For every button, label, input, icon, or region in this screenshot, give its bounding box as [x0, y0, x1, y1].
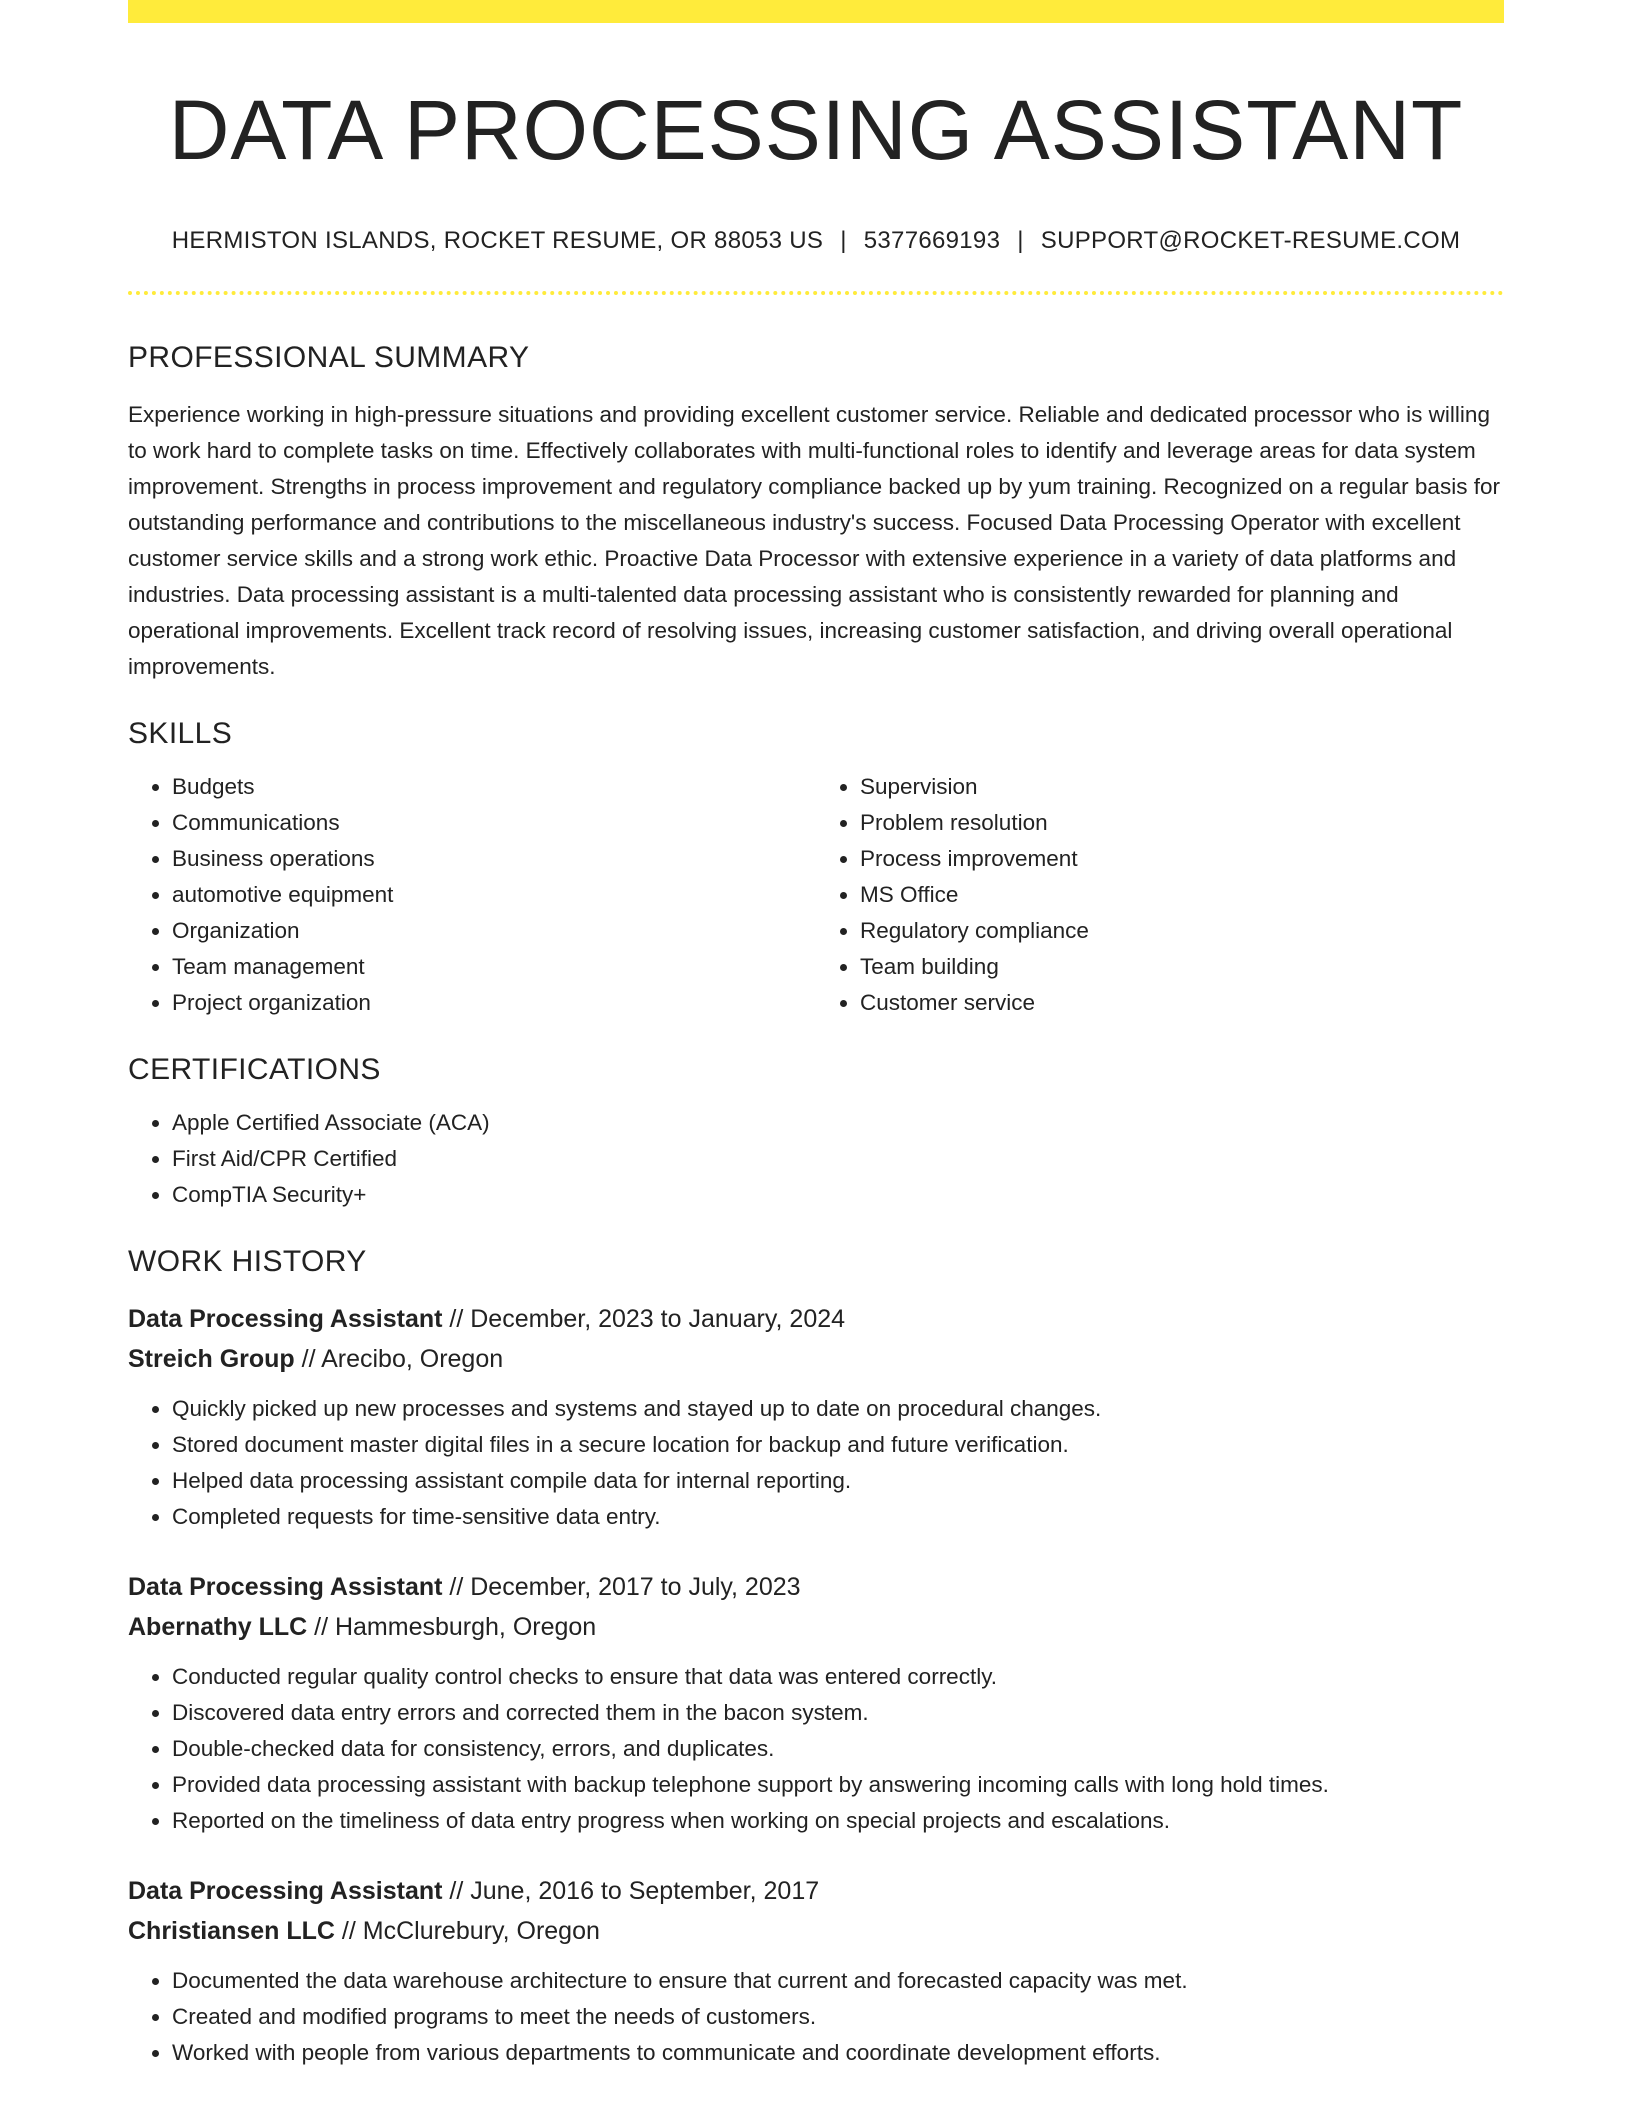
job-bullet: • Quickly picked up new processes and systems and stayed up to date on procedural changes. [172, 1391, 1504, 1427]
job-bullets [128, 1391, 1504, 1535]
dotted-divider [128, 291, 1504, 295]
resume-name-title: DATA PROCESSING ASSISTANT [168, 83, 1464, 177]
job-role: Data Processing Assistant [128, 1572, 443, 1601]
contact-address: HERMISTON ISLANDS, ROCKET RESUME, OR 88053 US [171, 226, 824, 254]
top-accent-bar [128, 0, 1504, 23]
summary-text: Experience working in high-pressure situations and providing excellent customer service. Reliable and dedicated processor who is willing to work hard to complete tasks on time. Effectively collaborates with multi-functional roles to identify and leverage areas for data system improvement. Strengths in process improvement and regulatory compliance backed up by yum training. Recognized on a regular basis for outstanding performance and contributions to the miscellaneous industry's success. Focused Data Processing Operator with excellent customer service skills and a strong work ethic. Proactive Data Processor with extensive experience in a variety of data platforms and industries. Data processing assistant is a multi-talented data processing assistant who is consistently rewarded for planning and operational improvements. Excellent track record of resolving issues, increasing customer satisfaction, and driving overall operational improvements. [128, 401, 1500, 679]
job-company: Abernathy LLC [128, 1612, 308, 1641]
job-company: Streich Group [128, 1344, 295, 1373]
job-dates: // December, 2023 to January, 2024 [442, 1304, 846, 1333]
skill-item: • Process improvement [860, 841, 1504, 877]
skill-item: • Customer service [860, 985, 1504, 1021]
skill-item: • Organization [172, 913, 816, 949]
job-location: // Hammesburgh, Oregon [307, 1612, 597, 1641]
job-entry [128, 1299, 1504, 1535]
job-company-line [128, 1339, 1504, 1379]
job-bullet: • Reported on the timeliness of data entry progress when working on special projects and escalations. [172, 1803, 1504, 1839]
job-bullet: • Discovered data entry errors and corrected them in the bacon system. [172, 1695, 1504, 1731]
job-bullet: • Conducted regular quality control checks to ensure that data was entered correctly. [172, 1659, 1504, 1695]
work-history-heading: WORK HISTORY [128, 1244, 367, 1278]
certification-item: • Apple Certified Associate (ACA) [172, 1105, 1504, 1141]
job-dates: // December, 2017 to July, 2023 [442, 1572, 801, 1601]
job-company-line [128, 1607, 1504, 1647]
job-bullet: • Double-checked data for consistency, errors, and duplicates. [172, 1731, 1504, 1767]
job-company: Christiansen LLC [128, 1916, 335, 1945]
job-company-line [128, 1911, 1504, 1951]
contact-separator: | [1017, 226, 1024, 254]
skill-item: • MS Office [860, 877, 1504, 913]
job-entry [128, 1871, 1504, 2071]
skill-item: • Budgets [172, 769, 816, 805]
job-bullet: • Worked with people from various departments to communicate and coordinate development efforts. [172, 2035, 1504, 2071]
job-bullets [128, 1659, 1504, 1839]
job-bullets [128, 1963, 1504, 2071]
skill-item: • Business operations [172, 841, 816, 877]
certifications-heading: CERTIFICATIONS [128, 1052, 381, 1086]
skill-item: • Team management [172, 949, 816, 985]
contact-email: SUPPORT@ROCKET-RESUME.COM [1040, 226, 1461, 254]
contact-phone: 5377669193 [863, 226, 1001, 254]
certification-item: • First Aid/CPR Certified [172, 1141, 1504, 1177]
skill-item: • Problem resolution [860, 805, 1504, 841]
job-title-line [128, 1871, 1504, 1911]
contact-separator: | [840, 226, 847, 254]
resume-page [128, 0, 1504, 2071]
contact-line [128, 227, 1504, 255]
job-location: // Arecibo, Oregon [294, 1344, 504, 1373]
skill-item: • automotive equipment [172, 877, 816, 913]
job-bullet: • Created and modified programs to meet the needs of customers. [172, 1999, 1504, 2035]
certification-item: • CompTIA Security+ [172, 1177, 1504, 1213]
skill-item: • Supervision [860, 769, 1504, 805]
job-title-line [128, 1299, 1504, 1339]
job-bullet: • Documented the data warehouse architecture to ensure that current and forecasted capacity was met. [172, 1963, 1504, 1999]
job-bullet: • Completed requests for time-sensitive data entry. [172, 1499, 1504, 1535]
job-location: // McClurebury, Oregon [334, 1916, 600, 1945]
skill-item: • Regulatory compliance [860, 913, 1504, 949]
skills-heading: SKILLS [128, 716, 233, 750]
job-entry [128, 1567, 1504, 1839]
job-role: Data Processing Assistant [128, 1304, 443, 1333]
job-role: Data Processing Assistant [128, 1876, 443, 1905]
job-bullet: • Helped data processing assistant compile data for internal reporting. [172, 1463, 1504, 1499]
job-bullet: • Stored document master digital files in a secure location for backup and future verification. [172, 1427, 1504, 1463]
skill-item: • Communications [172, 805, 816, 841]
certifications-list [128, 1105, 1504, 1213]
summary-heading: PROFESSIONAL SUMMARY [128, 340, 530, 374]
job-title-line [128, 1567, 1504, 1607]
job-dates: // June, 2016 to September, 2017 [442, 1876, 820, 1905]
job-bullet: • Provided data processing assistant with backup telephone support by answering incoming calls with long hold times. [172, 1767, 1504, 1803]
skills-list-left [128, 769, 816, 1021]
skill-item: • Project organization [172, 985, 816, 1021]
skills-columns [128, 769, 1504, 1021]
skills-list-right [816, 769, 1504, 1021]
skill-item: • Team building [860, 949, 1504, 985]
